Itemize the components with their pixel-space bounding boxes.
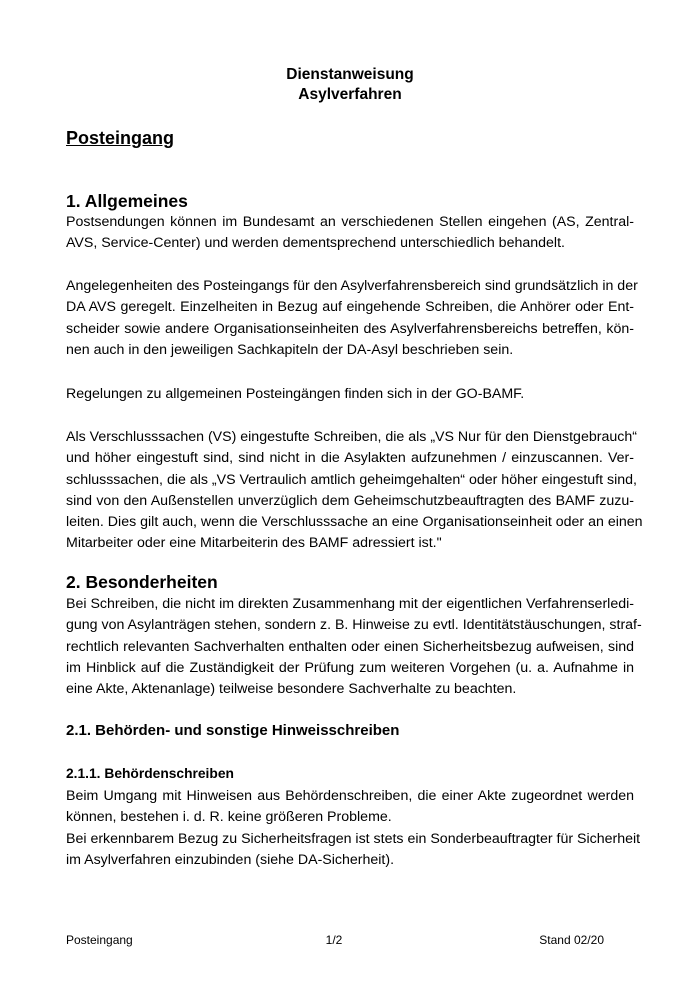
text-line: Als Verschlusssachen (VS) eingestufte Schreiben, die als „VS Nur für den Dienstgebrauch“ — [66, 429, 637, 445]
title-line-1: Dienstanweisung — [286, 66, 414, 83]
paragraph — [66, 384, 634, 405]
text-line: schlusssachen, die als „VS Vertraulich amtlich geheimgehalten“ oder höher eingestuft sind, — [66, 471, 637, 488]
text-line: können, bestehen i. d. R. keine größeren Probleme. — [66, 809, 392, 826]
text-line: Postsendungen können im Bundesamt an verschiedenen Stellen eingehen (AS, Zentral- — [66, 214, 634, 230]
text-line: und höher eingestuft sind, sind nicht in die Asylakten aufzunehmen / einzuscannen. Ver- — [66, 450, 634, 467]
text-line: sind von den Außenstellen unverzüglich dem Geheimschutzbeauftragten des BAMF zuzu- — [66, 492, 634, 509]
footer-left: Posteingang — [66, 933, 133, 947]
page-number: 1/2 — [325, 933, 343, 947]
text-line: DA AVS geregelt. Einzelheiten in Bezug auf eingehende Schreiben, die Anhörer oder Ent- — [66, 299, 634, 316]
paragraph — [66, 276, 638, 361]
text-line: nen auch in den jeweiligen Sachkapiteln der DA-Asyl beschrieben sein. — [66, 341, 514, 358]
heading-hinweisschreiben: 2.1. Behörden- und sonstige Hinweisschreiben — [66, 722, 400, 739]
text-line: gung von Asylanträgen stehen, sondern z. B. Hinweise zu evtl. Identitätstäuschungen, straf- — [66, 617, 642, 634]
heading-besonderheiten: 2. Besonderheiten — [66, 572, 218, 592]
footer-right: Stand 02/20 — [539, 933, 604, 947]
heading-allgemeines: 1. Allgemeines — [66, 191, 188, 211]
text-line: Bei erkennbarem Bezug zu Sicherheitsfragen ist stets ein Sonderbeauftragter für Sicherheit — [66, 830, 641, 847]
paragraph — [66, 427, 643, 555]
text-line: Bei Schreiben, die nicht im direkten Zusammenhang mit der eigentlichen Verfahrenserledi- — [66, 596, 634, 612]
text-line: rechtlich relevanten Sachverhalten enthalten oder einen Sicherheitsbezug aufweisen, sind — [66, 638, 634, 655]
text-line: AVS, Service-Center) und werden dementsprechend unterschiedlich behandelt. — [66, 235, 565, 252]
text-line: leiten. Dies gilt auch, wenn die Verschlusssache an eine Organisationseinheit oder an einen — [66, 514, 643, 531]
heading-behoerdenschreiben: 2.1.1. Behördenschreiben — [66, 766, 234, 781]
section-title: Posteingang — [66, 128, 175, 148]
paragraph — [66, 212, 634, 255]
text-line: scheider sowie andere Organisationseinheiten des Asylverfahrensbereichs betreffen, kön- — [66, 320, 634, 337]
text-line: im Asylverfahren einzubinden (siehe DA-Sicherheit). — [66, 851, 395, 868]
text-line: im Hinblick auf die Zuständigkeit der Prüfung zum weiteren Vorgehen (u. a. Aufnahme in — [66, 659, 634, 676]
text-line: Angelegenheiten des Posteingangs für den Asylverfahrensbereich sind grundsätzlich in der — [66, 278, 638, 294]
document-title — [0, 65, 700, 105]
title-line-2: Asylverfahren — [298, 86, 402, 103]
text-line: eine Akte, Aktenanlage) teilweise besondere Sachverhalte zu beachten. — [66, 681, 517, 698]
paragraph — [66, 786, 641, 871]
text-line: Beim Umgang mit Hinweisen aus Behördenschreiben, die einer Akte zugeordnet werden — [66, 788, 634, 804]
paragraph — [66, 594, 642, 700]
text-line: Regelungen zu allgemeinen Posteingängen finden sich in der GO-BAMF. — [66, 386, 525, 402]
text-line: Mitarbeiter oder eine Mitarbeiterin des BAMF adressiert ist." — [66, 535, 442, 552]
